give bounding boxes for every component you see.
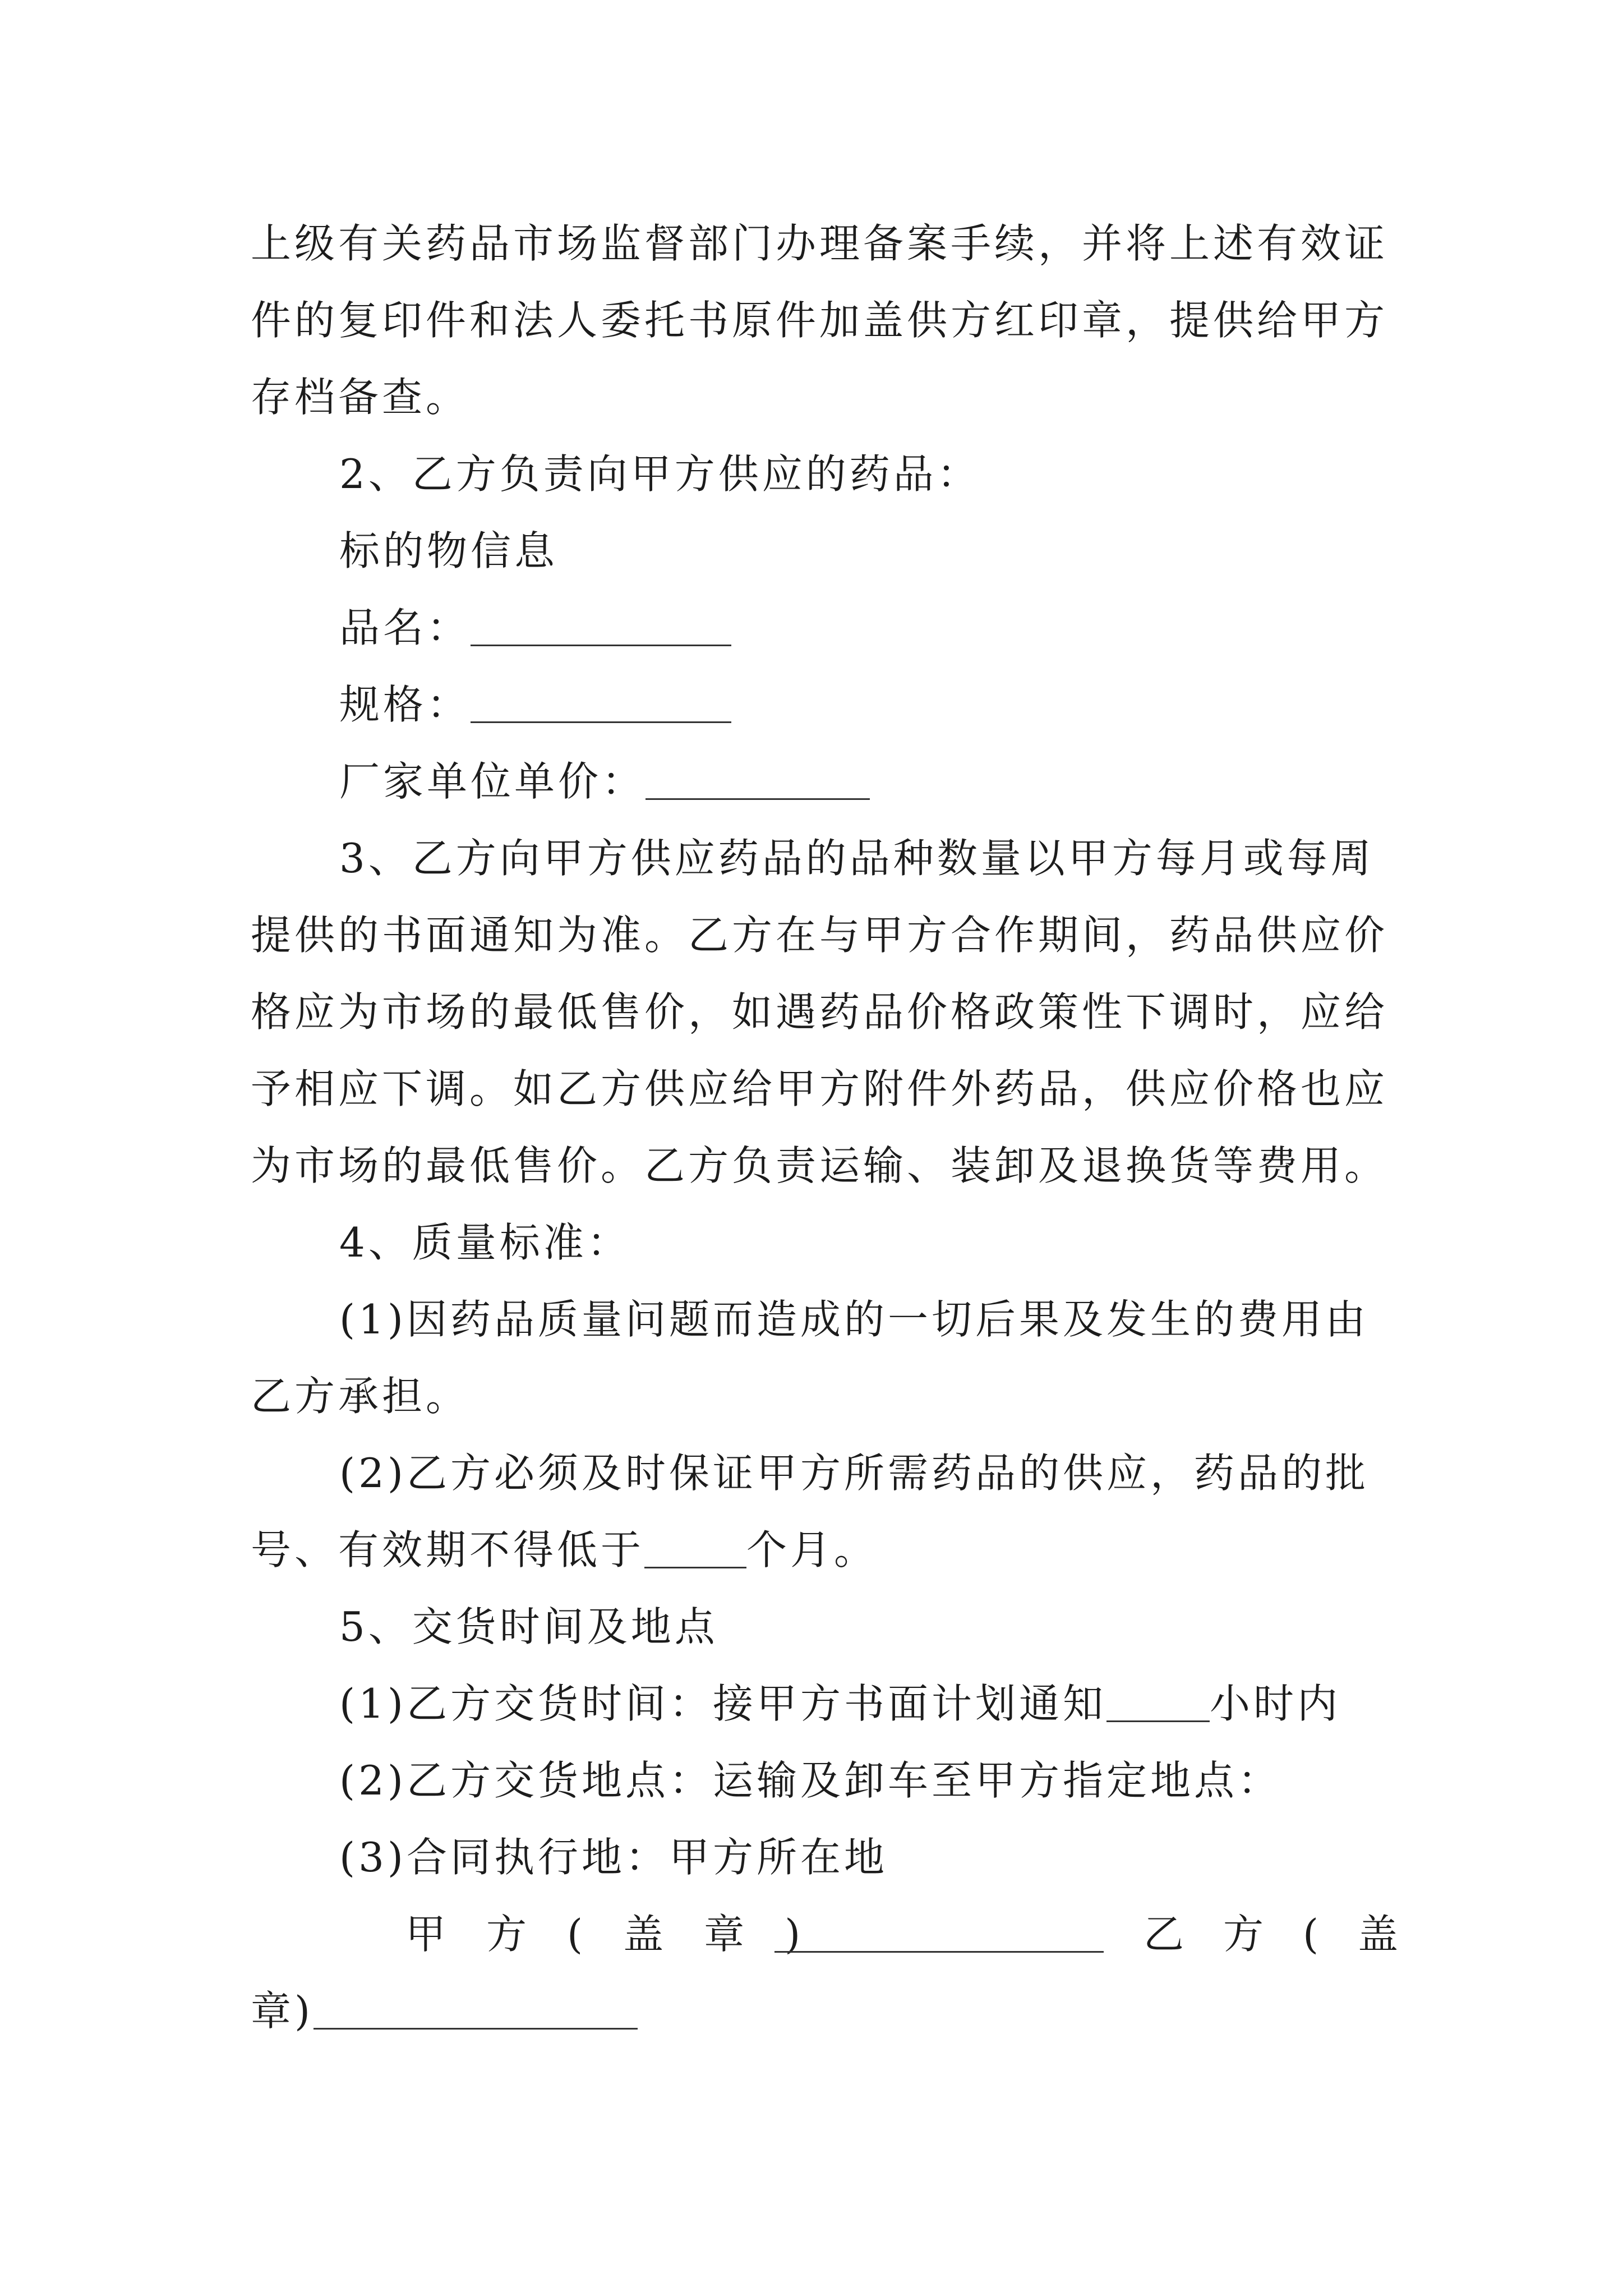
delivery-location-line: (2)乙方交货地点：运输及卸车至甲方指定地点： bbox=[339, 1757, 1281, 1804]
party-a-seal-blank-wrap bbox=[774, 1896, 1104, 1973]
quality-item-2: (2)乙方必须及时保证甲方所需药品的供应，药品的批 bbox=[339, 1450, 1369, 1497]
subject-info-label: 标的物信息 bbox=[339, 527, 559, 574]
delivery-hours-blank bbox=[1106, 1692, 1210, 1722]
product-name-blank bbox=[471, 616, 731, 646]
text-line: 予相应下调。如乙方供应给甲方附件外药品，供应价格也应 bbox=[251, 1065, 1389, 1112]
text-line: 上级有关药品市场监督部门办理备案手续，并将上述有效证 bbox=[251, 220, 1389, 267]
clause-5-heading: 5、交货时间及地点 bbox=[339, 1603, 718, 1650]
product-name-row bbox=[251, 590, 1451, 666]
text-line: 为市场的最低售价。乙方负责运输、装卸及退换货等费用。 bbox=[251, 1142, 1389, 1189]
validity-months-blank bbox=[644, 1539, 746, 1568]
delivery-time-unit: 小时内 bbox=[1210, 1680, 1341, 1727]
manufacturer-unit-price-label: 厂家单位单价： bbox=[339, 758, 646, 805]
specification-blank bbox=[471, 693, 731, 723]
text-line: 件的复印件和法人委托书原件加盖供方红印章，提供给甲方 bbox=[251, 297, 1389, 344]
text-line: 提供的书面通知为准。乙方在与甲方合作期间，药品供应价 bbox=[251, 912, 1389, 959]
quality-item-1: (1)因药品质量问题而造成的一切后果及发生的费用由 bbox=[339, 1296, 1369, 1343]
contract-execution-place-line: (3)合同执行地：甲方所在地 bbox=[339, 1834, 888, 1881]
product-name-label: 品名： bbox=[339, 604, 471, 651]
party-b-seal-blank bbox=[313, 2000, 638, 2030]
text-line: 格应为市场的最低售价，如遇药品价格政策性下调时，应给 bbox=[251, 988, 1389, 1036]
clause-2-heading: 2、乙方负责向甲方供应的药品： bbox=[339, 450, 981, 498]
text-line: 乙方承担。 bbox=[251, 1373, 470, 1420]
clause-3-line: 3、乙方向甲方供应药品的品种数量以甲方每月或每周 bbox=[339, 835, 1375, 882]
party-a-seal-label: 甲方(盖章) bbox=[405, 1911, 841, 1958]
validity-period-unit: 个月。 bbox=[746, 1526, 878, 1573]
party-b-seal-row bbox=[251, 1973, 1451, 2050]
manufacturer-unit-price-blank bbox=[645, 770, 870, 800]
validity-period-row bbox=[251, 1512, 1451, 1589]
party-b-seal-label: 乙方(盖 bbox=[1144, 1911, 1438, 1958]
specification-label: 规格： bbox=[339, 681, 471, 728]
clause-4-heading: 4、质量标准： bbox=[339, 1219, 631, 1266]
party-b-seal-label-end: 章) bbox=[251, 1987, 314, 2035]
contract-page-body bbox=[251, 205, 1451, 2050]
signature-row bbox=[251, 1896, 1451, 1973]
text-line: 存档备查。 bbox=[251, 374, 470, 421]
delivery-time-row bbox=[251, 1665, 1451, 1742]
delivery-time-text: (1)乙方交货时间：接甲方书面计划通知 bbox=[339, 1680, 1106, 1727]
specification-row bbox=[251, 666, 1451, 743]
manufacturer-unit-price-row bbox=[251, 743, 1451, 820]
party-a-seal-blank bbox=[774, 1923, 1104, 1953]
validity-period-text: 号、有效期不得低于 bbox=[251, 1526, 645, 1573]
